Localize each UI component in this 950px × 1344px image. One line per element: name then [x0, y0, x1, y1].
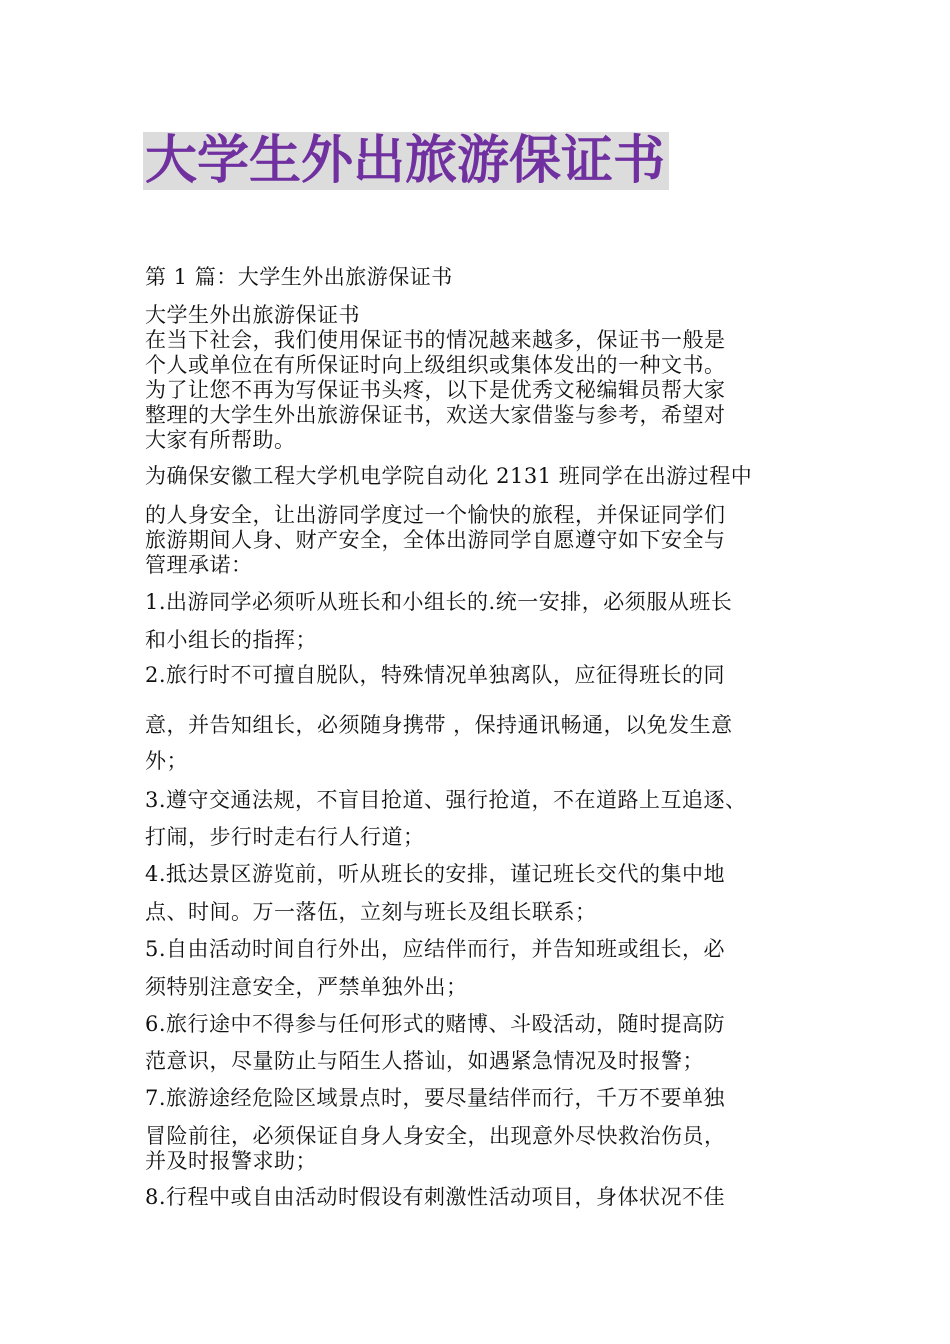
- item-7-line-3: 并及时报警求助；: [145, 1149, 317, 1173]
- intro-line: 大家有所帮助。: [145, 428, 296, 452]
- preamble-line: 为确保安徽工程大学机电学院自动化 2131 班同学在出游过程中: [145, 464, 753, 488]
- item-8-line-1: 8.行程中或自由活动时假设有刺激性活动项目，身体状况不佳: [145, 1185, 726, 1209]
- item-6-line-1: 6.旅行途中不得参与任何形式的赌博、斗殴活动，随时提高防: [145, 1012, 726, 1036]
- intro-line: 整理的大学生外出旅游保证书，欢送大家借鉴与参考，希望对: [145, 403, 726, 427]
- intro-line: 在当下社会，我们使用保证书的情况越来越多，保证书一般是: [145, 328, 726, 352]
- intro-line: 为了让您不再为写保证书头疼，以下是优秀文秘编辑员帮大家: [145, 378, 726, 402]
- item-5-line-1: 5.自由活动时间自行外出，应结伴而行，并告知班或组长，必: [145, 937, 726, 961]
- item-5-line-2: 须特别注意安全，严禁单独外出；: [145, 975, 468, 999]
- intro-subtitle: 大学生外出旅游保证书: [145, 303, 360, 327]
- item-2-line-1: 2.旅行时不可擅自脱队，特殊情况单独离队，应征得班长的同: [145, 663, 726, 687]
- preamble-line: 管理承诺：: [145, 553, 253, 577]
- item-6-line-2: 范意识，尽量防止与陌生人搭讪，如遇紧急情况及时报警；: [145, 1049, 704, 1073]
- item-1-line-1: 1.出游同学必须听从班长和小组长的.统一安排，必须服从班长: [145, 590, 733, 614]
- preamble-line: 旅游期间人身、财产安全，全体出游同学自愿遵守如下安全与: [145, 528, 726, 552]
- item-7-line-1: 7.旅游途经危险区域景点时，要尽量结伴而行，千万不要单独: [145, 1086, 726, 1110]
- item-4-line-2: 点、时间。万一落伍，立刻与班长及组长联系；: [145, 900, 597, 924]
- item-4-line-1: 4.抵达景区游览前，听从班长的安排，谨记班长交代的集中地: [145, 862, 726, 886]
- item-7-line-2: 冒险前往，必须保证自身人身安全，出现意外尽快救治伤员，: [145, 1124, 726, 1148]
- item-3-line-2: 打闹，步行时走右行人行道；: [145, 825, 425, 849]
- item-2-line-2: 意，并告知组长，必须随身携带 ，保持通讯畅通，以免发生意: [145, 713, 733, 737]
- intro-line: 个人或单位在有所保证时向上级组织或集体发出的一种文书。: [145, 353, 726, 377]
- preamble-line: 的人身安全，让出游同学度过一个愉快的旅程，并保证同学们: [145, 503, 726, 527]
- title-highlight: [143, 132, 669, 190]
- page-title: 大学生外出旅游保证书: [145, 131, 666, 191]
- item-3-line-1: 3.遵守交通法规，不盲目抢道、强行抢道，不在道路上互追逐、: [145, 788, 747, 812]
- item-2-line-3: 外；: [145, 749, 188, 773]
- section-heading: 第 1 篇：大学生外出旅游保证书: [145, 265, 453, 289]
- item-1-line-2: 和小组长的指挥；: [145, 628, 317, 652]
